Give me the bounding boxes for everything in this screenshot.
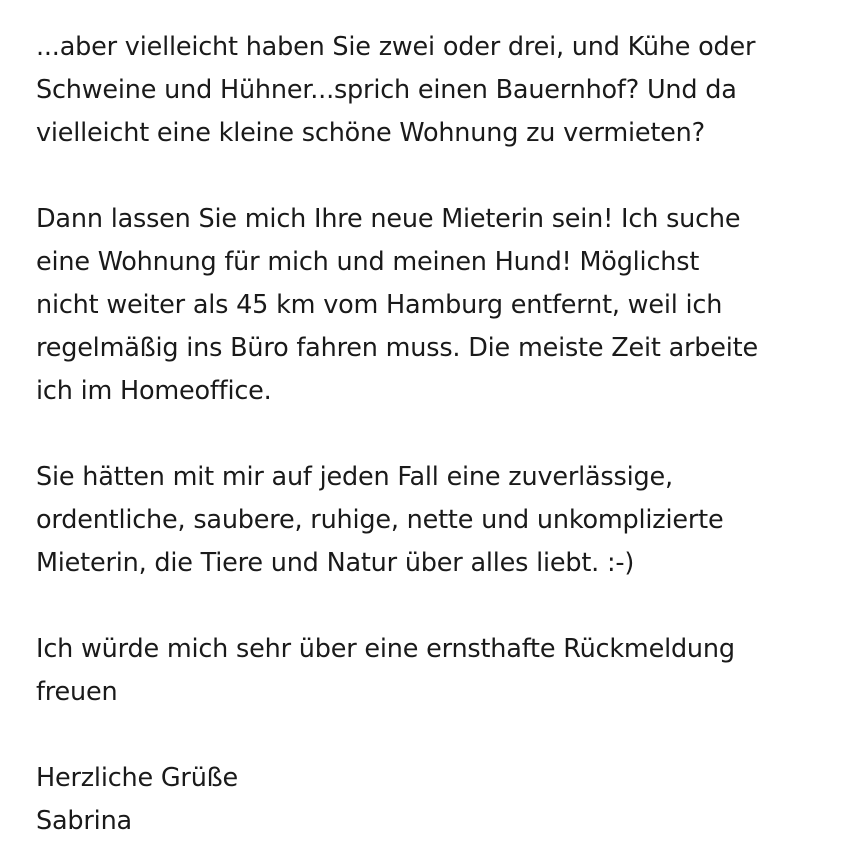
text-line: ich im Homeoffice. (36, 376, 272, 406)
paragraph-request (36, 198, 846, 413)
paragraph-qualities (36, 456, 846, 585)
text-line: regelmäßig ins Büro fahren muss. Die meiste Zeit arbeite (36, 333, 758, 363)
closing-greeting: Herzliche Grüße (36, 763, 239, 793)
text-line: nicht weiter als 45 km vom Hamburg entfernt, weil ich (36, 290, 723, 320)
message-body (36, 26, 846, 843)
signoff (36, 757, 846, 843)
paragraph-intro (36, 26, 846, 155)
text-line: ordentliche, saubere, ruhige, nette und unkomplizierte (36, 505, 724, 535)
text-line: eine Wohnung für mich und meinen Hund! Möglichst (36, 247, 700, 277)
text-line: freuen (36, 677, 118, 707)
text-line: Mieterin, die Tiere und Natur über alles liebt. :-) (36, 548, 635, 578)
text-line: Dann lassen Sie mich Ihre neue Mieterin sein! Ich suche (36, 204, 741, 234)
text-line: Schweine und Hühner...sprich einen Bauernhof? Und da (36, 75, 737, 105)
paragraph-closing-request (36, 628, 846, 714)
text-line: Sie hätten mit mir auf jeden Fall eine zuverlässige, (36, 462, 673, 492)
text-line: ...aber vielleicht haben Sie zwei oder drei, und Kühe oder (36, 32, 756, 62)
text-line: Ich würde mich sehr über eine ernsthafte Rückmeldung (36, 634, 735, 664)
signature: Sabrina (36, 806, 132, 836)
text-line: vielleicht eine kleine schöne Wohnung zu vermieten? (36, 118, 705, 148)
